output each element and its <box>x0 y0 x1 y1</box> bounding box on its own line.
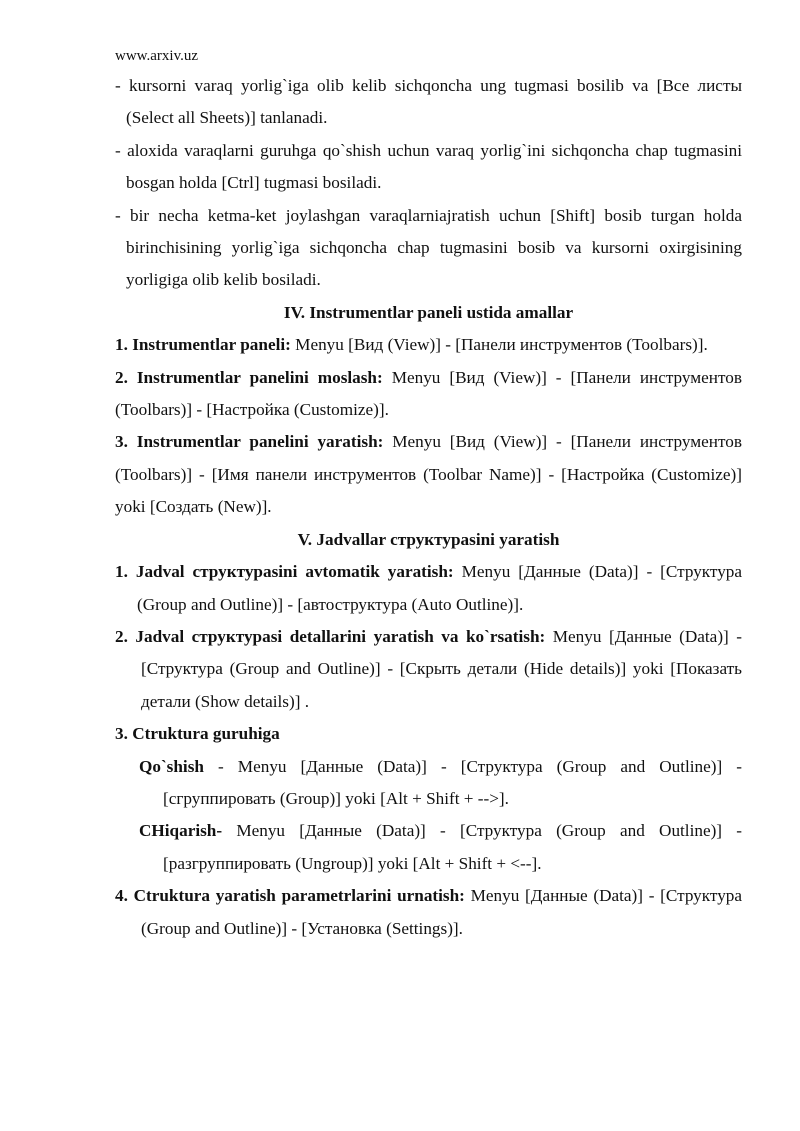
item-label: 4. Ctruktura yaratish parametrlarini urnatish: <box>115 886 465 906</box>
subitem-label: Qo`shish <box>139 756 204 776</box>
section4-item <box>115 362 742 427</box>
section4-item <box>115 426 742 523</box>
item-text: Menyu [Данные (Data)] - [Структура (Group and Outline)] - [Скрыть детали (Hide details)] yoki [Показать детали (Show details)] . <box>141 626 743 711</box>
item-text: Menyu [Данные (Data)] - [Структура (Group and Outline)] - [автоструктура (Auto Outline)]. <box>137 562 743 614</box>
section5-subitem <box>115 815 742 880</box>
section5-item <box>115 880 742 945</box>
section5-item <box>115 718 742 750</box>
item-label: 2. Instrumentlar panelini moslash: <box>115 367 383 387</box>
section-heading: IV. Instrumentlar paneli ustida amallar <box>283 302 574 322</box>
item-text: Menyu [Вид (View)] - [Панели инструментов (Toolbars)] - [Настройка (Customize)]. <box>115 367 742 420</box>
subitem-text: Menyu [Данные (Data)] - [Структура (Group and Outline)] - [разгруппировать (Ungroup)] yoki [Alt + Shift + <--]. <box>163 821 742 873</box>
item-label: 2. Jadval структурasi detallarini yaratish va ko`rsatish: <box>115 626 546 646</box>
subitem-label: CHiqarish- <box>139 821 223 841</box>
item-label: 3. Instrumentlar panelini yaratish: <box>115 432 384 452</box>
section5-item <box>115 621 742 718</box>
item-label: 1. Instrumentlar paneli: <box>115 335 291 355</box>
item-text: Menyu [Данные (Data)] - [Структура (Group and Outline)] - [Установка (Settings)]. <box>141 886 743 938</box>
site-url: www.arxiv.uz <box>115 48 199 64</box>
subitem-text: - Menyu [Данные (Data)] - [Структура (Group and Outline)] - [сгруппировать (Group)] yoki [Alt + Shift + -->]. <box>163 756 742 808</box>
item-label: 3. Ctruktura guruhiga <box>115 724 280 744</box>
bullet-item: - kursorni varaq yorlig`iga olib kelib sichqoncha ung tugmasi bosilib va [Все листы (Select all Sheets)] tanlanadi. <box>115 76 742 128</box>
section4-item <box>115 329 742 361</box>
section-heading: V. Jadvallar структурasini yaratish <box>297 529 560 549</box>
item-label: 1. Jadval структурasini avtomatik yaratish: <box>115 562 454 582</box>
item-text: Menyu [Вид (View)] - [Панели инструментов (Toolbars)]. <box>290 335 708 355</box>
section5-item <box>115 556 742 621</box>
item-text: Menyu [Вид (View)] - [Панели инструментов (Toolbars)] - [Имя панели инструментов (Toolbar Name)] - [Настройка (Customize)] yoki [Создать (New)]. <box>115 432 742 517</box>
bullet-item: - bir necha ketma-ket joylashgan varaqlarniajratish uchun [Shift] bosib turgan holda birinchisining yorlig`iga sichqoncha chap tugmasini bosib va kursorni oxirgisining yorligiga olib kelib bosiladi. <box>115 205 742 290</box>
bullet-item: - aloxida varaqlarni guruhga qo`shish uchun varaq yorlig`ini sichqoncha chap tugmasini bosgan holda [Ctrl] tugmasi bosiladi. <box>115 140 742 193</box>
section5-subitem <box>115 751 742 816</box>
document-body <box>115 70 742 945</box>
